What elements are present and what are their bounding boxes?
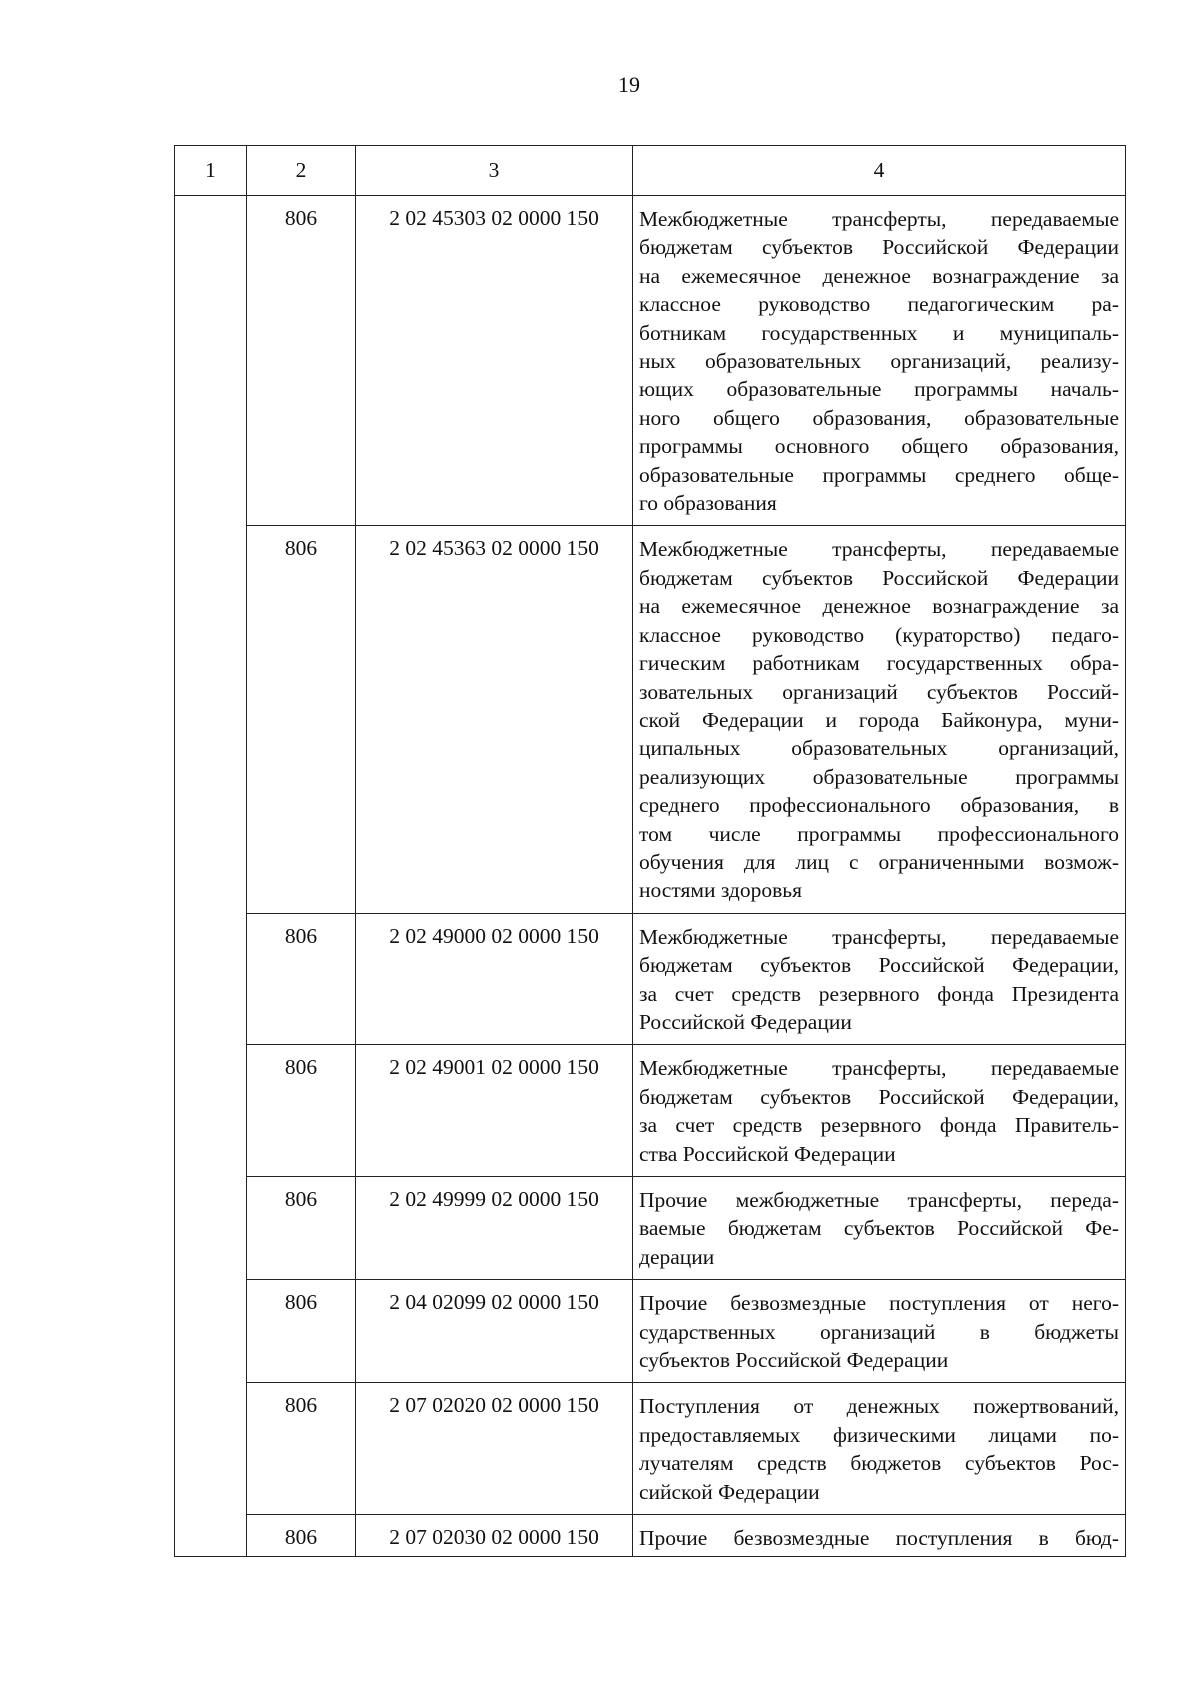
description-cell xyxy=(633,1280,1126,1383)
description-line: лучателям средств бюджетов субъектов Рос- xyxy=(639,1451,1119,1476)
description-line: том числе программы профессионального xyxy=(639,821,1119,846)
description-line: сударственных организаций в бюджеты xyxy=(639,1319,1119,1344)
description-line: ципальных образовательных организаций, xyxy=(639,736,1119,761)
revenue-code-cell: 2 02 49000 02 0000 150 xyxy=(356,913,633,1045)
revenue-code-cell: 2 04 02099 02 0000 150 xyxy=(356,1280,633,1383)
description-line: Межбюджетные трансферты, передаваемые xyxy=(639,924,1119,949)
table-row xyxy=(175,1515,1126,1557)
description-line: субъектов Российской Федерации xyxy=(639,1348,949,1373)
admin-code-cell: 806 xyxy=(247,1280,356,1383)
admin-code-cell: 806 xyxy=(247,913,356,1045)
description-line: Межбюджетные трансферты, передаваемые xyxy=(639,537,1119,562)
description-line: предоставляемых физическими лицами по- xyxy=(639,1422,1119,1447)
description-line: ства Российской Федерации xyxy=(639,1141,896,1166)
description-line: ской Федерации и города Байконура, муни- xyxy=(639,707,1119,732)
description-line: Прочие безвозмездные поступления в бюд- xyxy=(639,1526,1119,1551)
description-line: бюджетам субъектов Российской Федерации xyxy=(639,235,1119,260)
description-line: гическим работникам государственных обра- xyxy=(639,651,1119,676)
description-line: образовательные программы среднего обще- xyxy=(639,462,1119,487)
description-line: го образования xyxy=(639,491,777,516)
description-line: Межбюджетные трансферты, передаваемые xyxy=(639,207,1119,231)
description-line: за счет средств резервного фонда Президента xyxy=(639,981,1119,1006)
description-line: обучения для лиц с ограниченными возмож- xyxy=(639,849,1119,874)
column-header-2: 2 xyxy=(247,146,356,196)
description-line: реализующих образовательные программы xyxy=(639,764,1119,789)
revenue-code-cell: 2 07 02020 02 0000 150 xyxy=(356,1383,633,1515)
table-body xyxy=(175,196,1126,1557)
description-line: классное руководство (кураторство) педаго- xyxy=(639,622,1119,647)
description-line: ющих образовательные программы началь- xyxy=(639,377,1119,402)
revenue-code-cell: 2 02 49999 02 0000 150 xyxy=(356,1177,633,1280)
description-cell xyxy=(633,1515,1126,1557)
description-line: среднего профессионального образования, в xyxy=(639,793,1119,818)
description-line: Российской Федерации xyxy=(639,1009,852,1034)
group-column-cell xyxy=(175,196,247,1557)
admin-code-cell: 806 xyxy=(247,1515,356,1557)
description-line: на ежемесячное денежное вознаграждение за xyxy=(639,594,1119,619)
table-row xyxy=(175,1177,1126,1280)
revenue-code-cell: 2 02 49001 02 0000 150 xyxy=(356,1045,633,1177)
admin-code-cell: 806 xyxy=(247,196,356,526)
admin-code-cell: 806 xyxy=(247,526,356,913)
description-cell xyxy=(633,196,1126,526)
description-cell xyxy=(633,1383,1126,1515)
page-number: 19 xyxy=(618,72,640,97)
admin-code-cell: 806 xyxy=(247,1383,356,1515)
description-line: ного общего образования, образовательные xyxy=(639,405,1119,430)
revenue-code-cell: 2 07 02030 02 0000 150 xyxy=(356,1515,633,1557)
description-cell xyxy=(633,1177,1126,1280)
admin-code-cell: 806 xyxy=(247,1045,356,1177)
description-line: Прочие межбюджетные трансферты, переда- xyxy=(639,1188,1119,1212)
description-line: бюджетам субъектов Российской Федерации, xyxy=(639,1084,1119,1109)
table-header-row xyxy=(175,146,1126,196)
column-header-4: 4 xyxy=(633,146,1126,196)
table-row xyxy=(175,526,1126,913)
column-header-3: 3 xyxy=(356,146,633,196)
revenue-code-cell: 2 02 45363 02 0000 150 xyxy=(356,526,633,913)
revenue-codes-table xyxy=(174,145,1126,1557)
description-line: ваемые бюджетам субъектов Российской Фе- xyxy=(639,1216,1119,1241)
description-line: сийской Федерации xyxy=(639,1479,820,1504)
description-line: ностями здоровья xyxy=(639,878,802,903)
description-line: бюджетам субъектов Российской Федерации xyxy=(639,565,1119,590)
revenue-code-cell: 2 02 45303 02 0000 150 xyxy=(356,196,633,526)
description-line: зовательных организаций субъектов Россий- xyxy=(639,679,1119,704)
description-cell xyxy=(633,1045,1126,1177)
description-cell xyxy=(633,526,1126,913)
description-line: программы основного общего образования, xyxy=(639,434,1119,459)
admin-code-cell: 806 xyxy=(247,1177,356,1280)
table-row xyxy=(175,1383,1126,1515)
description-cell xyxy=(633,913,1126,1045)
description-line: бюджетам субъектов Российской Федерации, xyxy=(639,953,1119,978)
description-line: за счет средств резервного фонда Правитель- xyxy=(639,1113,1119,1138)
column-header-1: 1 xyxy=(175,146,247,196)
description-line: Прочие безвозмездные поступления от него- xyxy=(639,1291,1119,1316)
description-line: ных образовательных организаций, реализу- xyxy=(639,349,1119,374)
table-row xyxy=(175,196,1126,526)
description-line: на ежемесячное денежное вознаграждение за xyxy=(639,263,1119,288)
description-line: дерации xyxy=(639,1244,715,1269)
description-line: классное руководство педагогическим ра- xyxy=(639,292,1119,317)
description-line: Поступления от денежных пожертвований, xyxy=(639,1394,1119,1419)
description-line: Межбюджетные трансферты, передаваемые xyxy=(639,1056,1119,1081)
table-row xyxy=(175,1280,1126,1383)
table-row xyxy=(175,1045,1126,1177)
description-line: ботникам государственных и муниципаль- xyxy=(639,320,1119,345)
table-row xyxy=(175,913,1126,1045)
